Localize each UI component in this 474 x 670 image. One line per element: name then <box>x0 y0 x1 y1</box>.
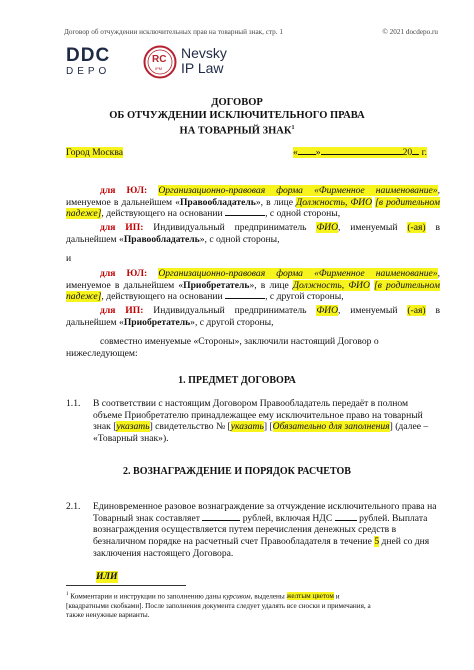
clause-1-1-line2: объеме Приобретателю принадлежащее ему исключительное право на товарный <box>93 409 423 421</box>
clause-2-1-line5: заключения настоящего Договора. <box>93 547 234 559</box>
date-field <box>293 147 427 159</box>
party1-ul-t1: , именуемое в дальнейшем « <box>66 185 440 208</box>
party1-ul-prefix: для ЮЛ: <box>100 185 148 196</box>
clause-2-1-line2a: Товарный знак составляет <box>93 512 200 524</box>
clause-2-1-line2c: рублей. Выплата <box>359 512 428 524</box>
clause-2-1-line2b: рублей, включая НДС <box>242 512 333 524</box>
clause-1-1-specify2: указать <box>230 421 264 433</box>
or-label: ИЛИ <box>96 571 118 582</box>
title-line-2: ОБ ОТЧУЖДЕНИИ ИСКЛЮЧИТЕЛЬНОГО ПРАВА <box>109 110 365 121</box>
clause-1-1-number: 1.1. <box>66 398 81 409</box>
date-open: « <box>293 147 298 158</box>
party2-ul-t2: », в лице <box>249 279 289 291</box>
party1-ul-t3: , <box>101 208 104 220</box>
party2-ip-suffix: (-ая) <box>407 305 426 316</box>
clause-2-1-days: 5 <box>374 536 380 548</box>
and-word: и <box>66 253 72 264</box>
date-year-suffix: г. <box>421 147 427 158</box>
place-date-row <box>66 147 123 159</box>
party2-ul-role: Приобретатель <box>183 279 250 291</box>
party1-ul-t2: », в лице <box>255 196 294 208</box>
nevsky-seal-icon <box>143 45 177 84</box>
nevsky-iplaw: IP Law <box>181 60 224 76</box>
clause-1-1-line1: В соответствии с настоящим Договором Правообладатель передаёт в полном <box>93 398 409 409</box>
docdepo-logo-bottom: DEPO <box>66 66 111 77</box>
document-title <box>0 96 474 138</box>
party1-ul-org: Организационно-правовая форма «Фирменное наименование» <box>158 185 438 196</box>
party1-ip-paragraph <box>66 222 440 245</box>
clause-2-1-line4b: дней со дня <box>381 536 430 548</box>
party2-ip-role-open: « <box>119 316 124 328</box>
clause-1-1-line3c: ] [ <box>263 421 273 433</box>
party2-ul-genitive: [в родительном падеже] <box>66 279 440 303</box>
footnote-separator <box>66 585 186 586</box>
header-copyright: © 2021 docdepo.ru <box>382 28 438 36</box>
docdepo-logo <box>66 46 132 77</box>
together-line-2: нижеследующем: <box>66 347 138 359</box>
party2-ip-t4: », с другой стороны, <box>190 316 274 328</box>
party2-ip-t3: в дальнейшем <box>66 305 440 328</box>
clause-1-1-specify: указать <box>116 421 150 433</box>
footnote-cursive: курсивом <box>222 592 251 601</box>
party2-ul-position: Должность, ФИО <box>292 279 370 291</box>
party1-ul-role: Правообладатель <box>179 196 256 208</box>
header-title: Договор об отчуждении исключительных прав на товарный знак, стр. 1 <box>64 28 283 36</box>
footnote-line1b: , выделены <box>250 592 285 601</box>
clause-2-1-line4a: безналичном порядке на расчетный счет Правообладателя в течение <box>93 536 372 548</box>
party2-ul-t5: , с другой стороны, <box>265 291 344 303</box>
party2-ip-paragraph <box>66 305 440 328</box>
party1-ul-t4: действующего на основании <box>106 208 223 220</box>
clause-2-1-text <box>93 501 440 560</box>
footnote-line2: [квадратными скобками]. После заполнения документа следует удалять все сноски и примечания, а <box>66 601 371 610</box>
party1-ul-genitive: [в родительном падеже] <box>66 196 440 220</box>
footnote <box>66 590 446 621</box>
together-paragraph <box>66 336 440 359</box>
party1-ip-t4: », с одной стороны, <box>199 233 280 245</box>
party2-ul-t1: , именуемое в дальнейшем « <box>66 268 440 291</box>
clause-1-1-line3d: ] (далее – <box>389 421 429 433</box>
clause-2-1-line1: Единовременное разовое вознаграждение за отчуждение исключительного права на <box>93 501 437 512</box>
party2-ul-paragraph <box>66 268 440 303</box>
party1-ip-fio: ФИО <box>316 222 339 233</box>
party1-ip-t2: , именуемый <box>338 222 398 233</box>
clause-2-1-number: 2.1. <box>66 501 81 512</box>
footnote-yellow: желтым цветом <box>286 592 334 601</box>
footnote-line1c: и <box>335 592 340 601</box>
party1-ip-role-open: « <box>119 233 124 245</box>
date-year: 20 <box>402 147 413 158</box>
title-line-3: НА ТОВАРНЫЙ ЗНАК <box>179 125 292 137</box>
nevsky-logo-text <box>181 46 227 76</box>
party2-ul-prefix: для ЮЛ: <box>100 268 148 279</box>
party2-ul-org: Организационно-правовая форма «Фирменное наименование» <box>158 268 438 279</box>
clause-1-1-required: Обязательно для заполнения <box>272 421 390 433</box>
footnote-line3: также ненужные варианты. <box>66 611 150 620</box>
party2-ip-t1: Индивидуальный предприниматель <box>153 305 307 316</box>
party2-ip-fio: ФИО <box>316 305 339 316</box>
together-line-1: совместно именуемые «Стороны», заключили настоящий Договор о <box>100 336 379 347</box>
title-line-1: ДОГОВОР <box>211 97 263 108</box>
seal-letters: RC <box>152 54 167 65</box>
party1-ip-role: Правообладатель <box>123 233 200 245</box>
date-close: » <box>315 147 321 158</box>
party1-ip-t3: в дальнейшем <box>66 222 440 245</box>
footnote-number: 1 <box>66 592 69 597</box>
clause-1-1-line3a: знак [ <box>93 421 117 433</box>
party2-ip-t2: , именуемый <box>338 305 398 316</box>
clause-1-1-line4: «Товарный знак»). <box>93 433 169 445</box>
footnote-line1a: Комментарии и инструкции по заполнению даны <box>70 592 222 601</box>
clause-1-1-text <box>93 398 440 445</box>
party2-ip-prefix: для ИП: <box>100 305 144 316</box>
party1-ul-position: Должность, ФИО <box>296 196 373 208</box>
party1-ul-t5: , с одной стороны, <box>265 208 341 220</box>
docdepo-logo-top: DDC <box>66 45 111 66</box>
clause-1-1-line3b: ] свидетельство № [ <box>149 421 231 433</box>
seal-small: IPM <box>155 66 163 71</box>
party2-ul-t3: , <box>101 291 104 303</box>
party2-ip-role: Приобретатель <box>123 316 191 328</box>
party2-ul-t4: действующего на основании <box>106 291 223 303</box>
party1-ip-prefix: для ИП: <box>100 222 144 233</box>
party1-ip-t1: Индивидуальный предприниматель <box>153 222 307 233</box>
clause-2-1-line3: вознаграждения осуществляется путем перечисления денежных средств в <box>93 524 397 536</box>
section1-heading: 1. ПРЕДМЕТ ДОГОВОРА <box>178 375 296 386</box>
nevsky-name: Nevsky <box>181 45 227 61</box>
city: Город Москва <box>66 147 124 158</box>
title-footnote-mark: 1 <box>291 125 295 131</box>
party1-ip-suffix: (-ая) <box>407 222 426 233</box>
party1-ul-paragraph <box>66 185 440 220</box>
section2-heading: 2. ВОЗНАГРАЖДЕНИЕ И ПОРЯДОК РАСЧЕТОВ <box>123 466 351 477</box>
